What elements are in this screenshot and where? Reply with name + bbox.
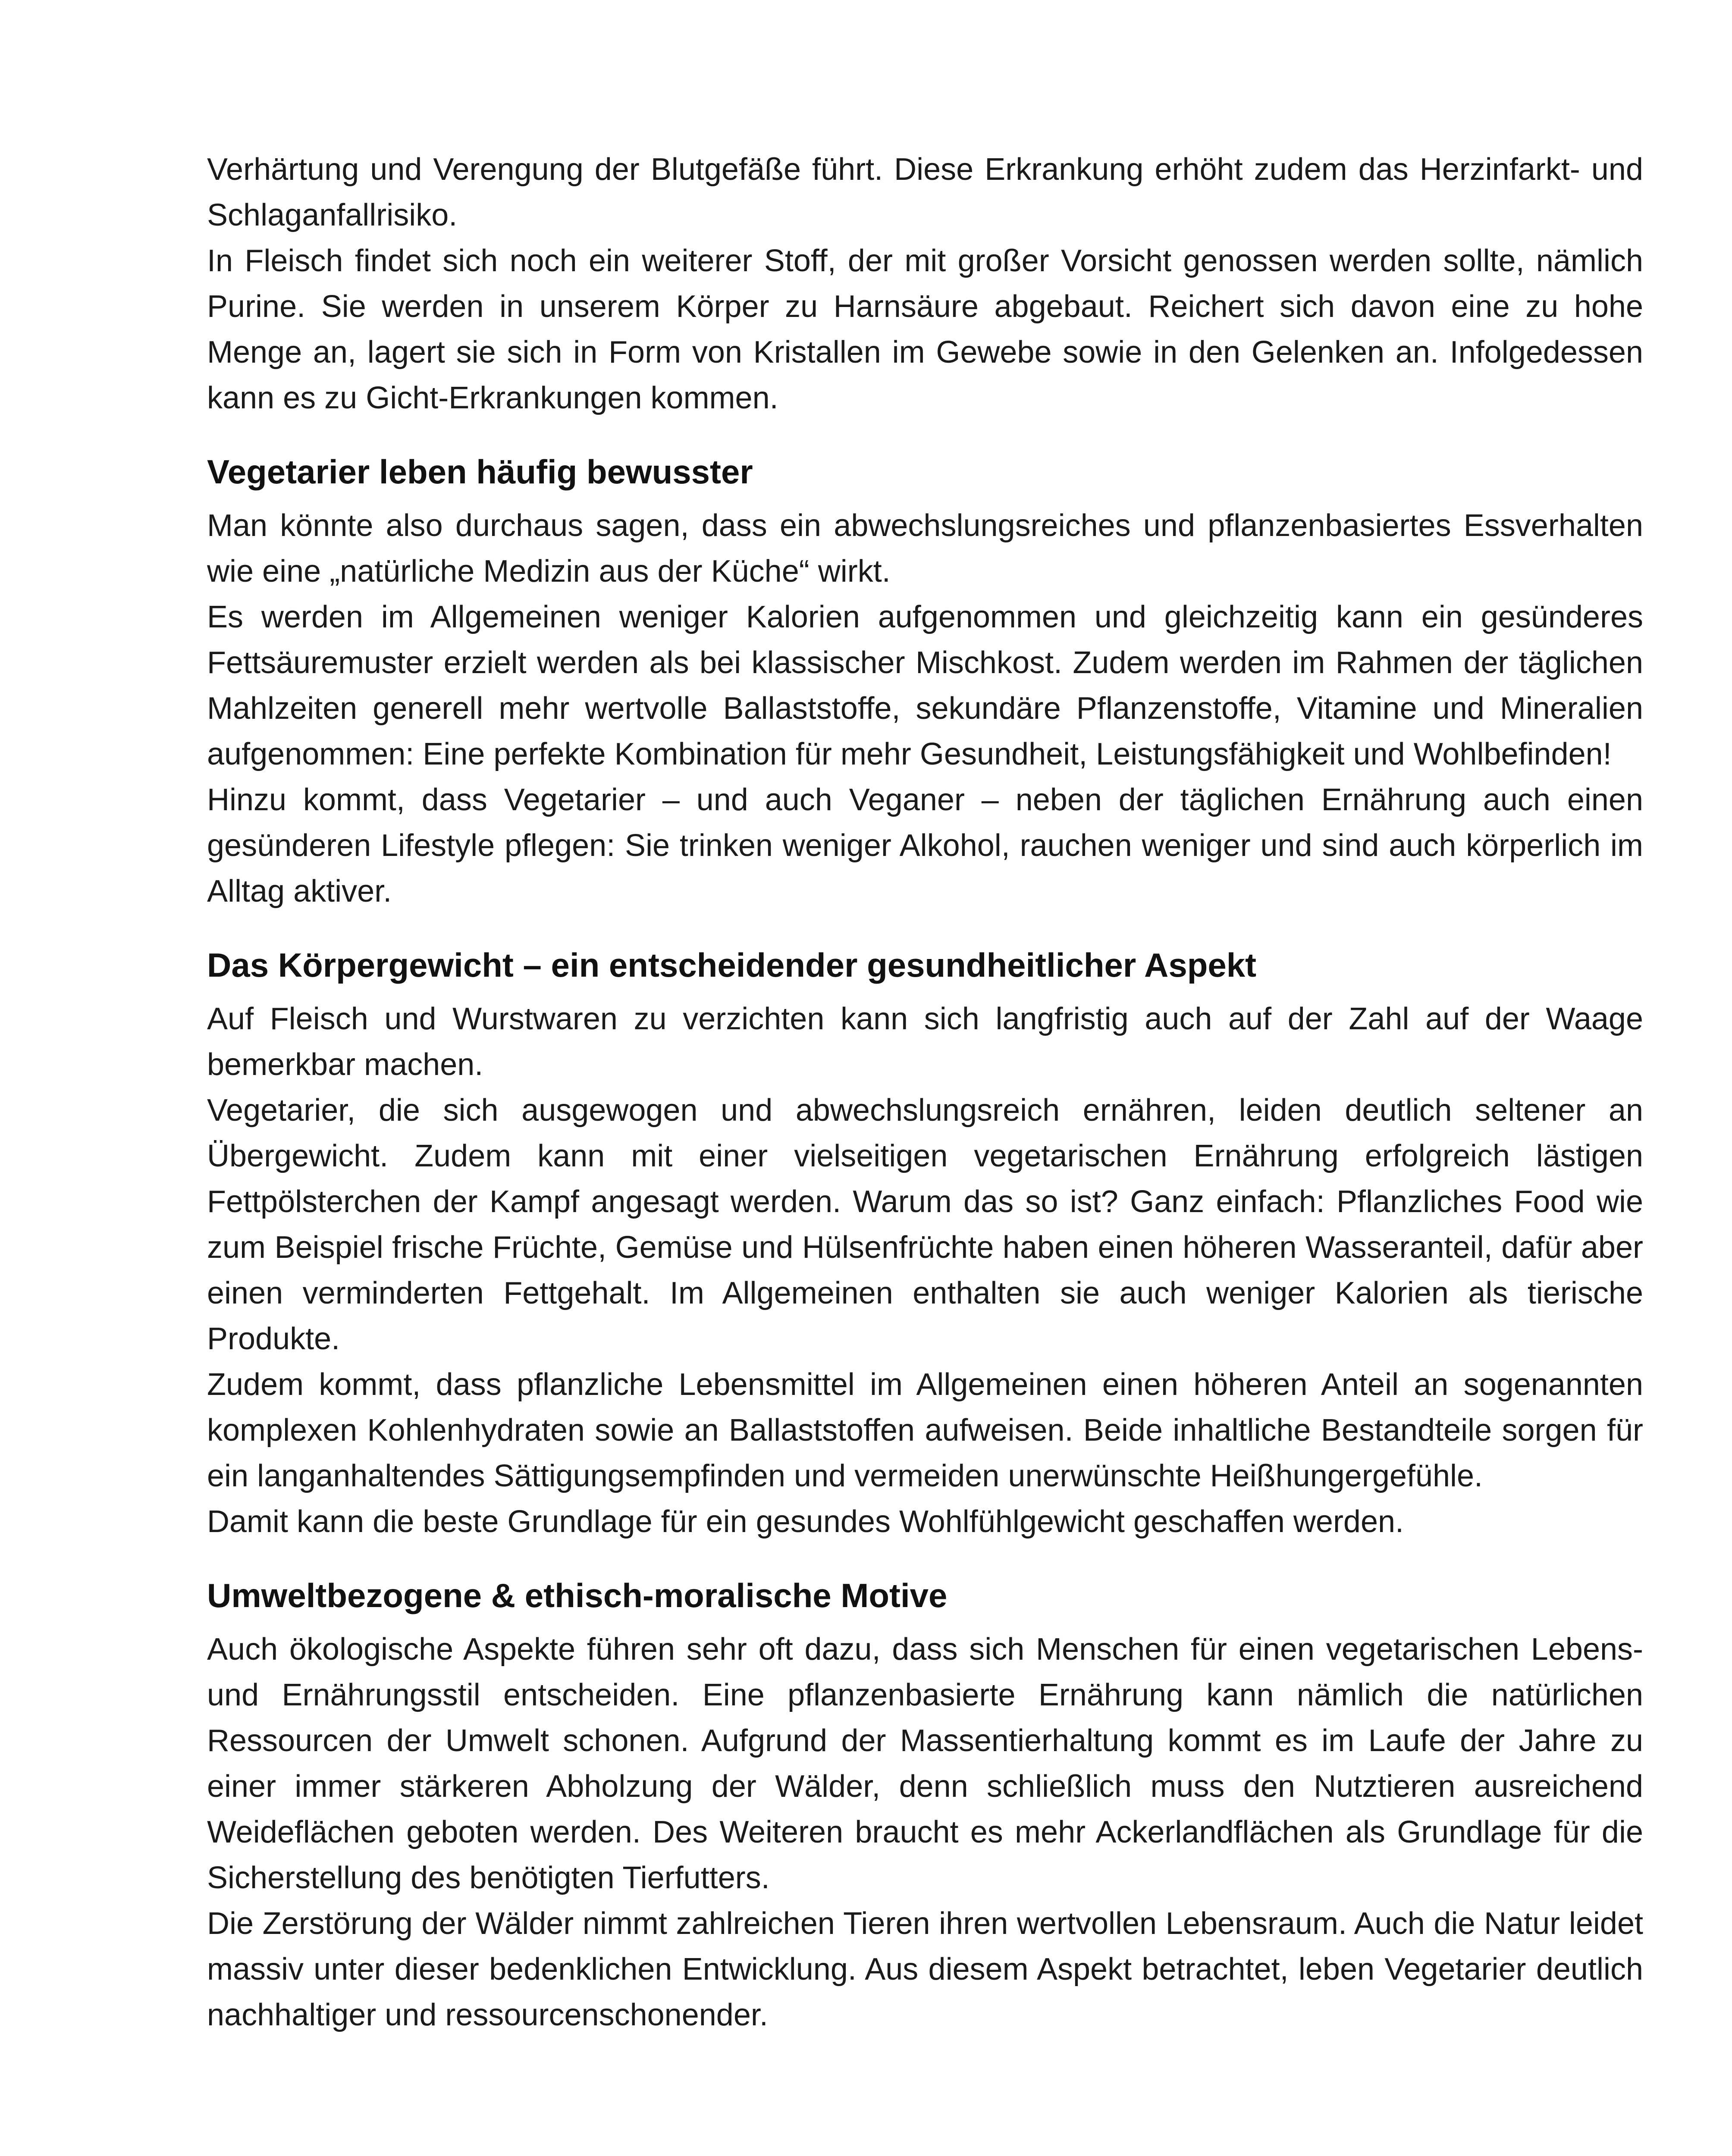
paragraph-intro-1: Verhärtung und Verengung der Blutgefäße führt. Diese Erkrankung erhöht zudem das Herzinfarkt- und Schlaganfallrisiko. [207, 152, 1643, 232]
paragraph-section1-2: Es werden im Allgemeinen weniger Kalorien aufgenommen und gleichzeitig kann ein gesünderes Fettsäuremuster erzielt werden als bei klassischer Mischkost. Zudem werden im Rahmen der täglichen Mahlzeiten generell mehr wertvolle Ballaststoffe, sekundäre Pflanzenstoffe, Vitamine und Mineralien aufgenommen: Eine perfekte Kombination für mehr Gesundheit, Leistungsfähigkeit und Wohlbefinden! [207, 600, 1643, 771]
paragraph-section2-3: Zudem kommt, dass pflanzliche Lebensmittel im Allgemeinen einen höheren Anteil an sogenannten komplexen Kohlenhydraten sowie an Ballaststoffen aufweisen. Beide inhaltliche Bestandteile sorgen für ein langanhaltendes Sättigungsempfinden und vermeiden unerwünschte Heißhungergefühle. [207, 1367, 1643, 1493]
paragraph-section2-2: Vegetarier, die sich ausgewogen und abwechslungsreich ernähren, leiden deutlich seltener an Übergewicht. Zudem kann mit einer vielseitigen vegetarischen Ernährung erfolgreich lästigen Fettpölsterchen der Kampf angesagt werden. Warum das so ist? Ganz einfach: Pflanzliches Food wie zum Beispiel frische Früchte, Gemüse und Hülsenfrüchte haben einen höheren Wasseranteil, dafür aber einen verminderten Fettgehalt. Im Allgemeinen enthalten sie auch weniger Kalorien als tierische Produkte. [207, 1093, 1643, 1356]
paragraph-section2-4: Damit kann die beste Grundlage für ein gesundes Wohlfühlgewicht geschaffen werden. [207, 1504, 1404, 1539]
heading-koerpergewicht: Das Körpergewicht – ein entscheidender gesundheitlicher Aspekt [207, 946, 1257, 984]
document-page [207, 147, 1643, 2038]
paragraph-section3-2: Die Zerstörung der Wälder nimmt zahlreichen Tieren ihren wertvollen Lebensraum. Auch die Natur leidet massiv unter dieser bedenklichen Entwicklung. Aus diesem Aspekt betrachtet, leben Vegetarier deutlich nachhaltiger und ressourcenschonender. [207, 1906, 1643, 2032]
heading-umwelt-motive: Umweltbezogene & ethisch-moralische Motive [207, 1576, 948, 1614]
paragraph-section3-1: Auch ökologische Aspekte führen sehr oft dazu, dass sich Menschen für einen vegetarischen Lebens- und Ernährungsstil entscheiden. Eine pflanzenbasierte Ernährung kann nämlich die natürlichen Ressourcen der Umwelt schonen. Aufgrund der Massentierhaltung kommt es im Laufe der Jahre zu einer immer stärkeren Abholzung der Wälder, denn schließlich muss den Nutztieren ausreichend Weideflächen geboten werden. Des Weiteren braucht es mehr Ackerlandflächen als Grundlage für die Sicherstellung des benötigten Tierfutters. [207, 1632, 1643, 1895]
heading-vegetarier-bewusster: Vegetarier leben häufig bewusster [207, 453, 753, 491]
paragraph-intro-2: In Fleisch findet sich noch ein weiterer Stoff, der mit großer Vorsicht genossen werden sollte, nämlich Purine. Sie werden in unserem Körper zu Harnsäure abgebaut. Reichert sich davon eine zu hohe Menge an, lagert sie sich in Form von Kristallen im Gewebe sowie in den Gelenken an. Infolgedessen kann es zu Gicht-Erkrankungen kommen. [207, 244, 1643, 415]
paragraph-section1-3: Hinzu kommt, dass Vegetarier – und auch Veganer – neben der täglichen Ernährung auch einen gesünderen Lifestyle pflegen: Sie trinken weniger Alkohol, rauchen weniger und sind auch körperlich im Alltag aktiver. [207, 783, 1643, 909]
paragraph-section1-1: Man könnte also durchaus sagen, dass ein abwechslungsreiches und pflanzenbasiertes Essverhalten wie eine „natürliche Medizin aus der Küche“ wirkt. [207, 508, 1643, 589]
paragraph-section2-1: Auf Fleisch und Wurstwaren zu verzichten kann sich langfristig auch auf der Zahl auf der Waage bemerkbar machen. [207, 1002, 1643, 1082]
